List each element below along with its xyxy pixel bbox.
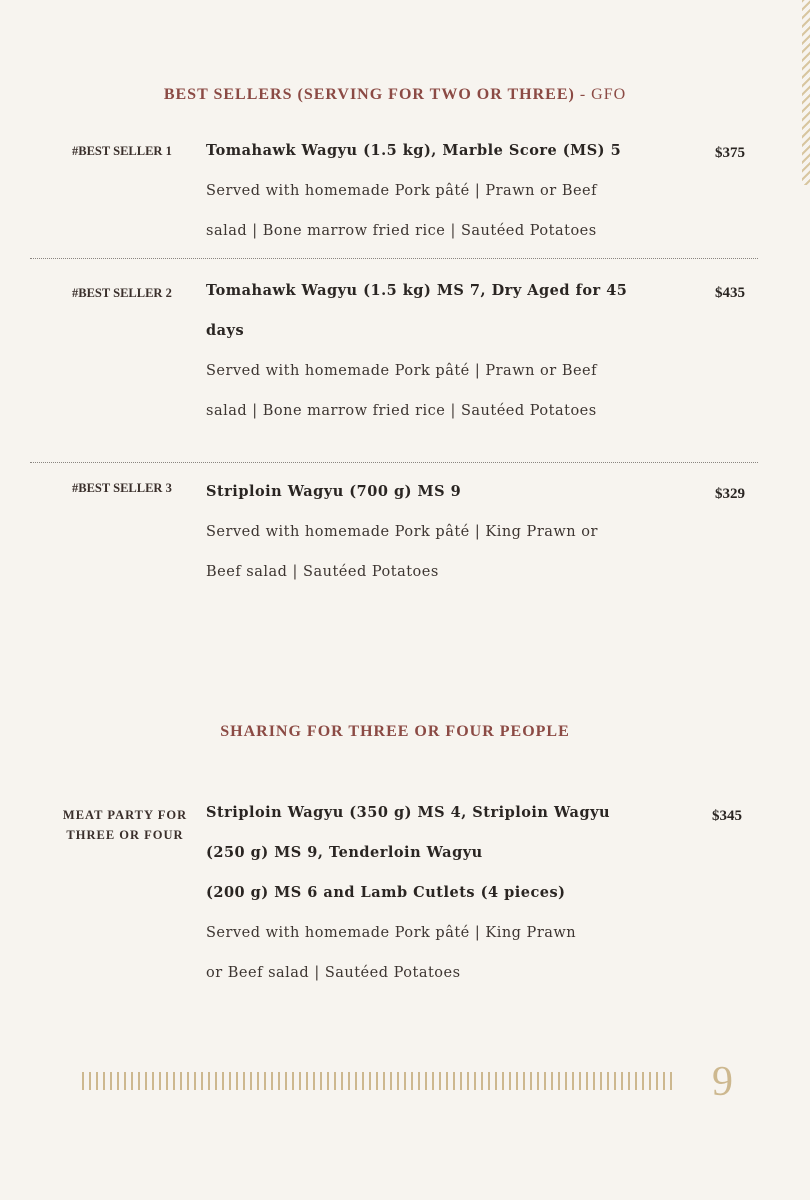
item-name: days	[206, 322, 245, 339]
item-description: or Beef salad | Sautéed Potatoes	[206, 965, 461, 981]
item-description: Served with homemade Pork pâté | King Prawn	[206, 925, 577, 941]
item-price: $329	[715, 486, 745, 502]
item-tag	[55, 805, 195, 845]
item-description: salad | Bone marrow fried rice | Sautéed Potatoes	[206, 223, 597, 239]
item-tag-line: MEAT PARTY FOR	[62, 808, 188, 822]
footer-decoration	[82, 1072, 676, 1090]
item-price: $345	[712, 808, 742, 824]
item-name: Tomahawk Wagyu (1.5 kg), Marble Score (MS) 5	[206, 142, 622, 159]
item-name: (250 g) MS 9, Tenderloin Wagyu	[206, 844, 483, 861]
section-title-suffix: - GFO	[574, 86, 627, 103]
item-description: Served with homemade Pork pâté | Prawn or Beef	[206, 363, 598, 379]
item-description: salad | Bone marrow fried rice | Sautéed Potatoes	[206, 403, 597, 419]
item-description: Served with homemade Pork pâté | Prawn or Beef	[206, 183, 598, 199]
section-title-best-sellers: BEST SELLERS (SERVING FOR TWO OR THREE) - GFO	[163, 86, 627, 103]
item-price: $375	[715, 145, 745, 161]
dotted-divider	[30, 462, 758, 463]
item-description: Beef salad | Sautéed Potatoes	[206, 564, 439, 580]
item-description: Served with homemade Pork pâté | King Prawn or	[206, 524, 598, 540]
item-price: $435	[715, 285, 745, 301]
item-tag: #BEST SELLER 2	[72, 286, 172, 300]
item-tag-line: THREE OR FOUR	[66, 828, 184, 842]
section-title-sharing: SHARING FOR THREE OR FOUR PEOPLE	[220, 723, 570, 740]
item-name: Striploin Wagyu (700 g) MS 9	[206, 483, 462, 500]
edge-decoration	[802, 0, 810, 185]
dotted-divider	[30, 258, 758, 259]
item-tag: #BEST SELLER 1	[72, 144, 172, 158]
page-number: 9	[712, 1059, 733, 1105]
item-name: (200 g) MS 6 and Lamb Cutlets (4 pieces)	[206, 884, 566, 901]
item-tag: #BEST SELLER 3	[72, 481, 172, 495]
item-name: Striploin Wagyu (350 g) MS 4, Striploin Wagyu	[206, 804, 611, 821]
item-name: Tomahawk Wagyu (1.5 kg) MS 7, Dry Aged for 45	[206, 282, 628, 299]
